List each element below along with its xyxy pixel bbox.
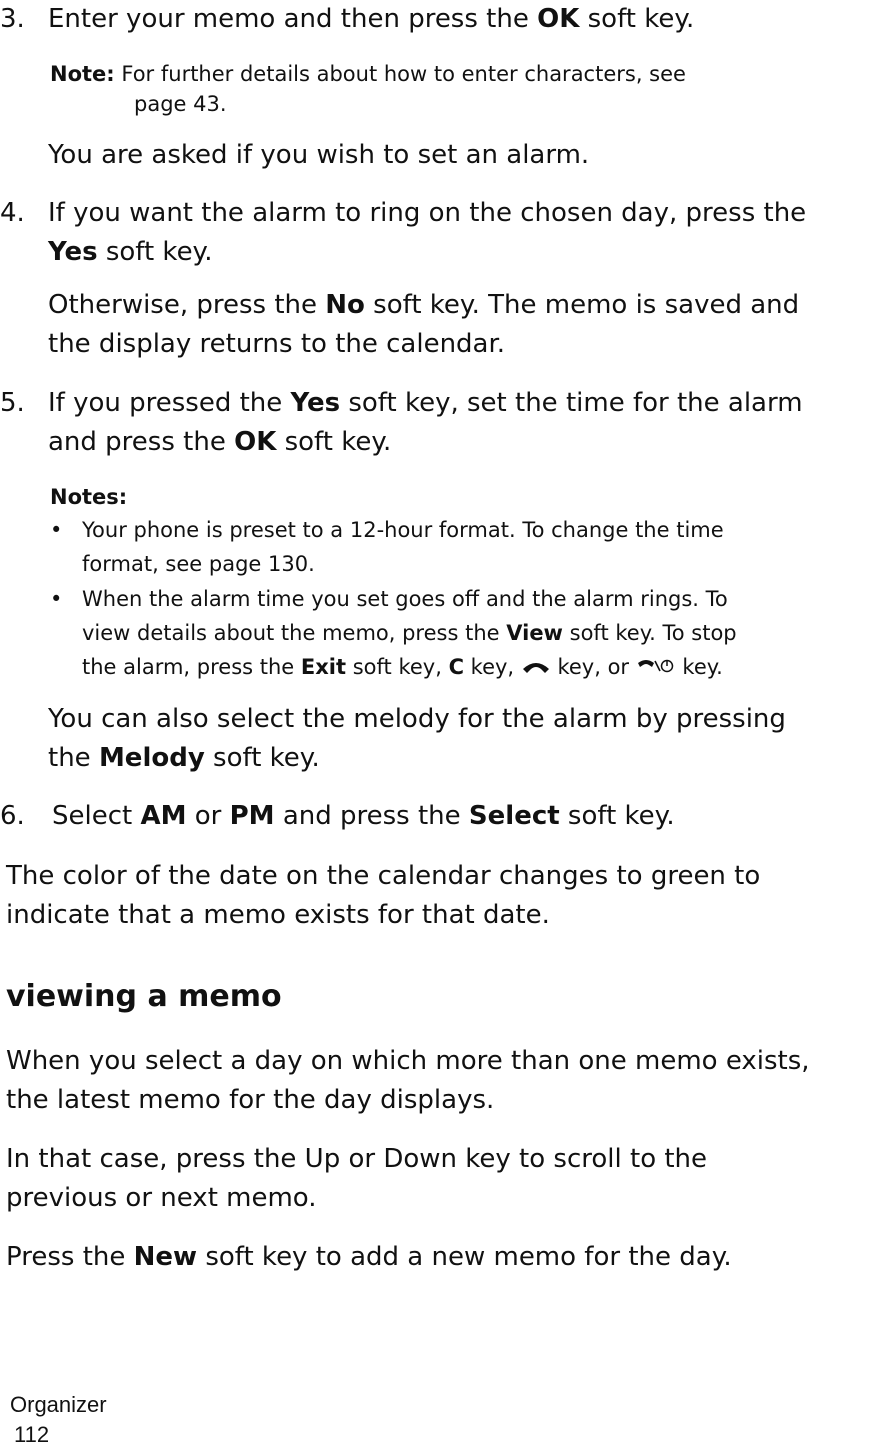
key-name: Yes: [48, 237, 98, 267]
bullet-dot: •: [50, 587, 63, 611]
section-para-2b: previous or next memo.: [6, 1183, 317, 1213]
manual-page: 3. Enter your memo and then press the OK soft key. Note: For further details about how to enter characters, see page 43. You are asked if you wish to set an alarm. 4. If you want the alarm to ring on the chosen day, press the Yes soft key. Otherwise, press the No soft key. The memo is saved and the display returns to the calendar. 5. If you pressed the Yes soft key, set the time for the alarm and press the OK soft key. Notes: • Your phone is preset to a 12-hour format. To change the time format, see page 130. • When the alarm time you set goes off and the alarm rings. To view details about the memo, press the View soft key. To stop the alarm, press the Exit soft key, C key, key, or key. You can also select the melody for the alarm by pressing the Melody soft key. 6. Select AM or PM and press the Select soft key. The color of the date on the calendar changes to green to indicate that a memo exists for that date. viewing a memo When you select a day on which more than one memo exists, the latest memo for the day displays. In that case, press the Up or Down key to scroll to the previous or next memo. Press the New soft key to add a new memo for the day. Organizer 112: [0, 0, 885, 1445]
step-text: If you pressed the Yes soft key, set the time for the alarm: [48, 388, 803, 418]
step-number: 5.: [0, 388, 25, 418]
step-text: If you want the alarm to ring on the chosen day, press the: [48, 198, 807, 228]
calendar-para: The color of the date on the calendar changes to green to: [6, 861, 761, 891]
footer-chapter: Organizer: [10, 1392, 107, 1417]
section-heading: viewing a memo: [6, 979, 282, 1014]
step-number: 3.: [0, 4, 25, 34]
section-para-1b: the latest memo for the day displays.: [6, 1085, 495, 1115]
notes-label: Notes:: [50, 485, 128, 509]
bullet-dot: •: [50, 518, 63, 542]
step-number: 4.: [0, 198, 25, 228]
melody-para-2: the Melody soft key.: [48, 743, 320, 773]
end-power-key-icon: [636, 651, 676, 685]
note-line-2: page 43.: [134, 92, 227, 116]
melody-para: You can also select the melody for the alarm by pressing: [48, 704, 786, 734]
step-3-followup: You are asked if you wish to set an alarm.: [48, 140, 590, 170]
step-text-2: and press the OK soft key.: [48, 427, 392, 457]
step-number: 6.: [0, 801, 25, 831]
note-label: Note:: [50, 62, 115, 86]
send-key-icon: [521, 651, 551, 685]
step-4-otherwise: Otherwise, press the No soft key. The memo is saved and: [48, 290, 800, 320]
section-para-2: In that case, press the Up or Down key to scroll to the: [6, 1144, 708, 1174]
page-number: 112: [14, 1422, 50, 1447]
step-4-otherwise-2: the display returns to the calendar.: [48, 329, 506, 359]
step-text: Enter your memo and then press the OK soft key.: [48, 4, 695, 34]
step-text-2: Yes soft key.: [48, 237, 213, 267]
calendar-para-2: indicate that a memo exists for that date.: [6, 900, 550, 930]
section-para-3: Press the New soft key to add a new memo for the day.: [6, 1242, 732, 1272]
note: Note: For further details about how to enter characters, see: [50, 62, 686, 86]
key-name: OK: [537, 4, 580, 34]
step-text: Select AM or PM and press the Select soft key.: [52, 801, 675, 831]
section-para-1: When you select a day on which more than one memo exists,: [6, 1046, 810, 1076]
